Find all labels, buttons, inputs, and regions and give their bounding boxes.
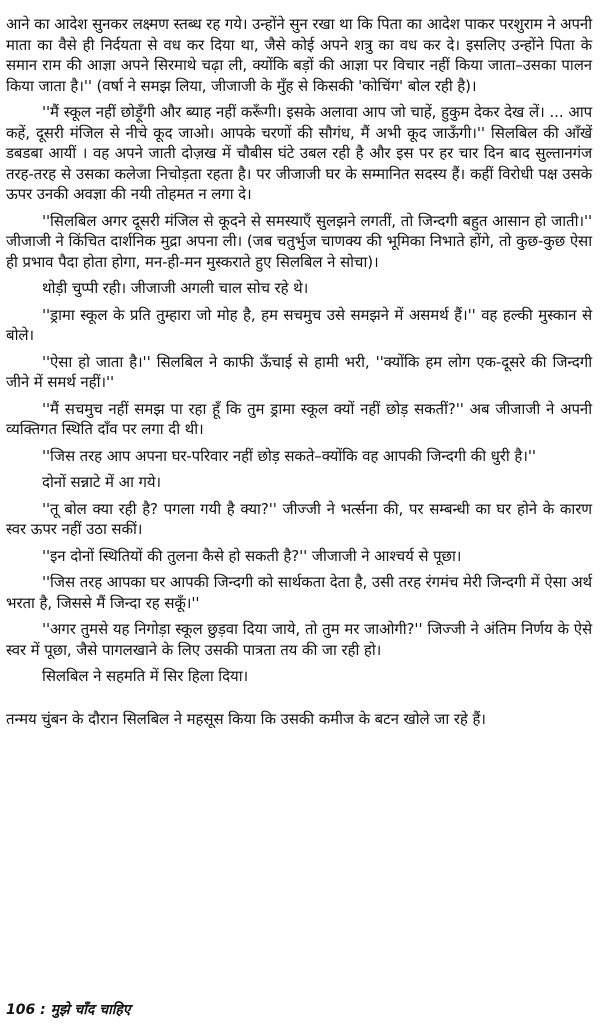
paragraph-10: ''तू बोल क्या रही है? पगला गयी है क्या?'' जीज्जी ने भर्त्सना की, पर सम्बन्धी का घर होने के कारण स्वर ऊपर नहीं उठा सकीं। [6,499,592,538]
paragraph-7: ''मैं सचमुच नहीं समझ पा रहा हूँ कि तुम ड्रामा स्कूल क्यों नहीं छोड़ सकतीं?'' अब जीजाजी ने अपनी व्यक्तिगत स्थिति दाँव पर लगा दी थी। [6,399,592,438]
paragraph-11: ''इन दोनों स्थितियों की तुलना कैसे हो सकती है?'' जीजाजी ने आश्चर्य से पूछा। [42,546,462,565]
paragraph-9: दोनों सन्नाटे में आ गये। [42,473,161,491]
paragraph-3: ''सिलबिल अगर दूसरी मंजिल से कूदने से समस्याएँ सुलझने लगतीं, तो जिन्दगी बहुत आसान हो जाती।'' जीजाजी ने किंचित दार्शनिक मुद्रा अपना ली। (जब चतुर्भुज चाणक्य की भूमिका निभाते होंगे, तो कुछ-कुछ ऐसा ही प्रभाव पैदा होता होगा, मन-ही-मन मुस्कराते हुए सिलबिल ने सोचा)। [6,211,592,271]
paragraph-2: ''मैं स्कूल नहीं छोड़ूँगी और ब्याह नहीं करूँगी। इसके अलावा आप जो चाहें, हुकुम देकर देख लें। ... आप कहें, दूसरी मंजिल से नीचे कूद जाओ। आपके चरणों की सौगंध, मैं अभी कूद जाऊँगी।'' सिलबिल की आँखें डबडबा आयीं । वह अपने जाती दोज़ख में चौबीस घंटे उबल रही है और इस पर हर चार दिन बाद सुल्तानगंज तरह-तरह से उसका कलेजा निचोड़ता रहता है। पर जीजाजी घर के सम्मानित सदस्य हैं। कहीं विरोधी पक्ष उसके ऊपर उनकी अवज्ञा की नयी तोहमत न लगा दे। [6,103,592,203]
paragraph-6: ''ऐसा हो जाता है।'' सिलबिल ने काफी ऊँचाई से हामी भरी, ''क्योंकि हम लोग एक-दूसरे की जिन्दगी जीने में समर्थ नहीं।'' [6,352,592,391]
paragraph-14: सिलबिल ने सहमति में सिर हिला दिया। [42,667,249,685]
paragraph-5: ''ड्रामा स्कूल के प्रति तुम्हारा जो मोह है, हम सचमुच उसे समझने में असमर्थ हैं।'' वह हल्की मुस्कान से बोले। [6,305,592,344]
paragraph-8: ''जिस तरह आप अपना घर-परिवार नहीं छोड़ सकते–क्योंकि वह आपकी जिन्दगी की धुरी है।'' [42,446,536,465]
paragraph-15: तन्मय चुंबन के दौरान सिलबिल ने महसूस किया कि उसकी कमीज के बटन खोले जा रहे हैं। [6,709,486,728]
paragraph-1: आने का आदेश सुनकर लक्ष्मण स्तब्ध रह गये। उन्होंने सुन रखा था कि पिता का आदेश पाकर परशुराम ने अपनी माता का वैसे ही निर्दयता से वध कर दिया था, जैसे कोई अपने शत्रु का वध कर दे। इसलिए उन्होंने पिता के समान राम की आज्ञा अपने सिरमाथे चढ़ा ली, क्योंकि बड़ों की आज्ञा पर विचार नहीं किया जाता–उसका पालन किया जाता है।'' (वर्षा ने समझ लिया, जीजाजी के मुँह से किसकी 'कोचिंग' बोल रही है)। [6,15,592,95]
book-page [6,14,592,1024]
paragraph-4: थोड़ी चुप्पी रही। जीजाजी अगली चाल सोच रहे थे। [42,279,309,297]
page-footer-folio: 106 : मुझे चाँद चाहिए [6,1002,131,1018]
paragraph-12: ''जिस तरह आपका घर आपकी जिन्दगी को सार्थकता देता है, उसी तरह रंगमंच मेरी जिन्दगी में ऐसा अर्थ भरता है, जिससे मैं जिन्दा रह सकूँ।'' [6,573,592,612]
paragraph-13: ''अगर तुमसे यह निगोड़ा स्कूल छुड़वा दिया जाये, तो तुम मर जाओगी?'' जिज्जी ने अंतिम निर्णय के ऐसे स्वर में पूछा, जैसे पागलखाने के लिए उसकी पात्रता तय की जा रही हो। [6,620,592,659]
